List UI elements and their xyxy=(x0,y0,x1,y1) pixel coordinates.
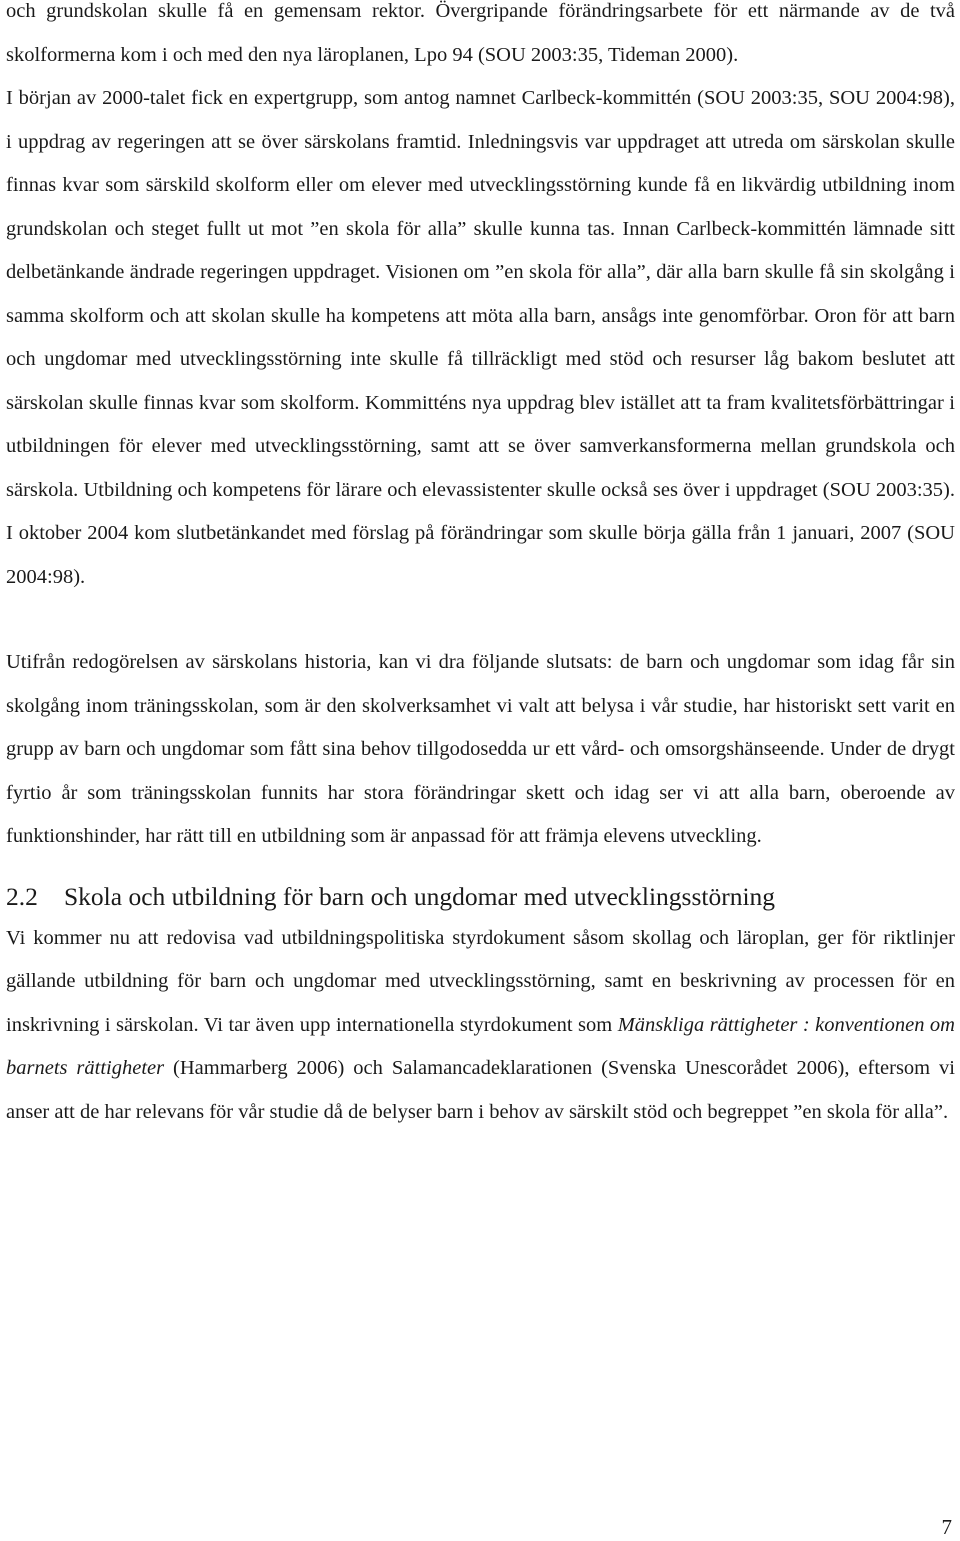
paragraph xyxy=(6,917,955,1135)
page-number: 7 xyxy=(941,1515,952,1539)
section-heading xyxy=(6,877,955,917)
document-page xyxy=(6,0,955,1134)
paragraph: Utifrån redogörelsen av särskolans historia, kan vi dra följande slutsats: de barn och ungdomar som idag får sin skolgång inom träningsskolan, som är den skolverksamhet vi valt att belysa i vår studie, har historiskt sett varit en grupp av barn och ungdomar som fått sina behov tillgodosedda ur ett vård- och omsorgshänseende. Under de drygt fyrtio år som träningsskolan funnits har stora förändringar skett och idag ser vi att alla barn, oberoende av funktionshinder, har rätt till en utbildning som är anpassad för att främja elevens utveckling. xyxy=(6,651,955,847)
section-title: Skola och utbildning för barn och ungdomar med utvecklingsstörning xyxy=(64,881,776,911)
document-title-italic: Mänskliga rättigheter : konventionen om barnets rättigheter xyxy=(6,1013,955,1079)
paragraph: och grundskolan skulle få en gemensam rektor. Övergripande förändringsarbete för ett närmande av de två skolformerna kom i och med den nya läroplanen, Lpo 94 (SOU 2003:35, Tideman 2000). xyxy=(6,0,955,66)
paragraph-text: (Hammarberg 2006) och Salamancadeklarationen (Svenska Unescorådet 2006), eftersom vi anser att de har relevans för vår studie då de belyser barn i behov av särskilt stöd och begreppet ”en skola för alla”. xyxy=(6,1057,955,1123)
paragraph-text: Vi kommer nu att redovisa vad utbildningspolitiska styrdokument såsom skollag och läroplan, ger för riktlinjer gällande utbildning för barn och ungdomar med utvecklingsstörning, samt en beskrivning av processen för en inskrivning i särskolan. Vi tar även upp internationella styrdokument som xyxy=(6,926,955,1036)
section-number: 2.2 xyxy=(6,881,38,911)
paragraph: I början av 2000-talet fick en expertgrupp, som antog namnet Carlbeck-kommittén (SOU 2003:35, SOU 2004:98), i uppdrag av regeringen att se över särskolans framtid. Inledningsvis var uppdraget att utreda om särskolan skulle finnas kvar som särskild skolform eller om elever med utvecklingsstörning kunde få en likvärdig utbildning inom grundskolan och steget fullt ut mot ”en skola för alla” skulle kunna tas. Innan Carlbeck-kommittén lämnade sitt delbetänkande ändrade regeringen uppdraget. Visionen om ”en skola för alla”, där alla barn skulle få sin skolgång i samma skolform och att skolan skulle ha kompetens att möta alla barn, ansågs inte genomförbar. Oron för att barn och ungdomar med utvecklingsstörning inte skulle få tillräckligt med stöd och resurser låg bakom beslutet att särskolan skulle finnas kvar som skolform. Kommitténs nya uppdrag blev istället att ta fram kvalitetsförbättringar i utbildningen för elever med utvecklingsstörning, samt att se över samverkansformerna mellan grundskola och särskola. Utbildning och kompetens för lärare och elevassistenter skulle också ses över i uppdraget (SOU 2003:35). I oktober 2004 kom slutbetänkandet med förslag på förändringar som skulle börja gälla från 1 januari, 2007 (SOU 2004:98). xyxy=(6,87,955,588)
